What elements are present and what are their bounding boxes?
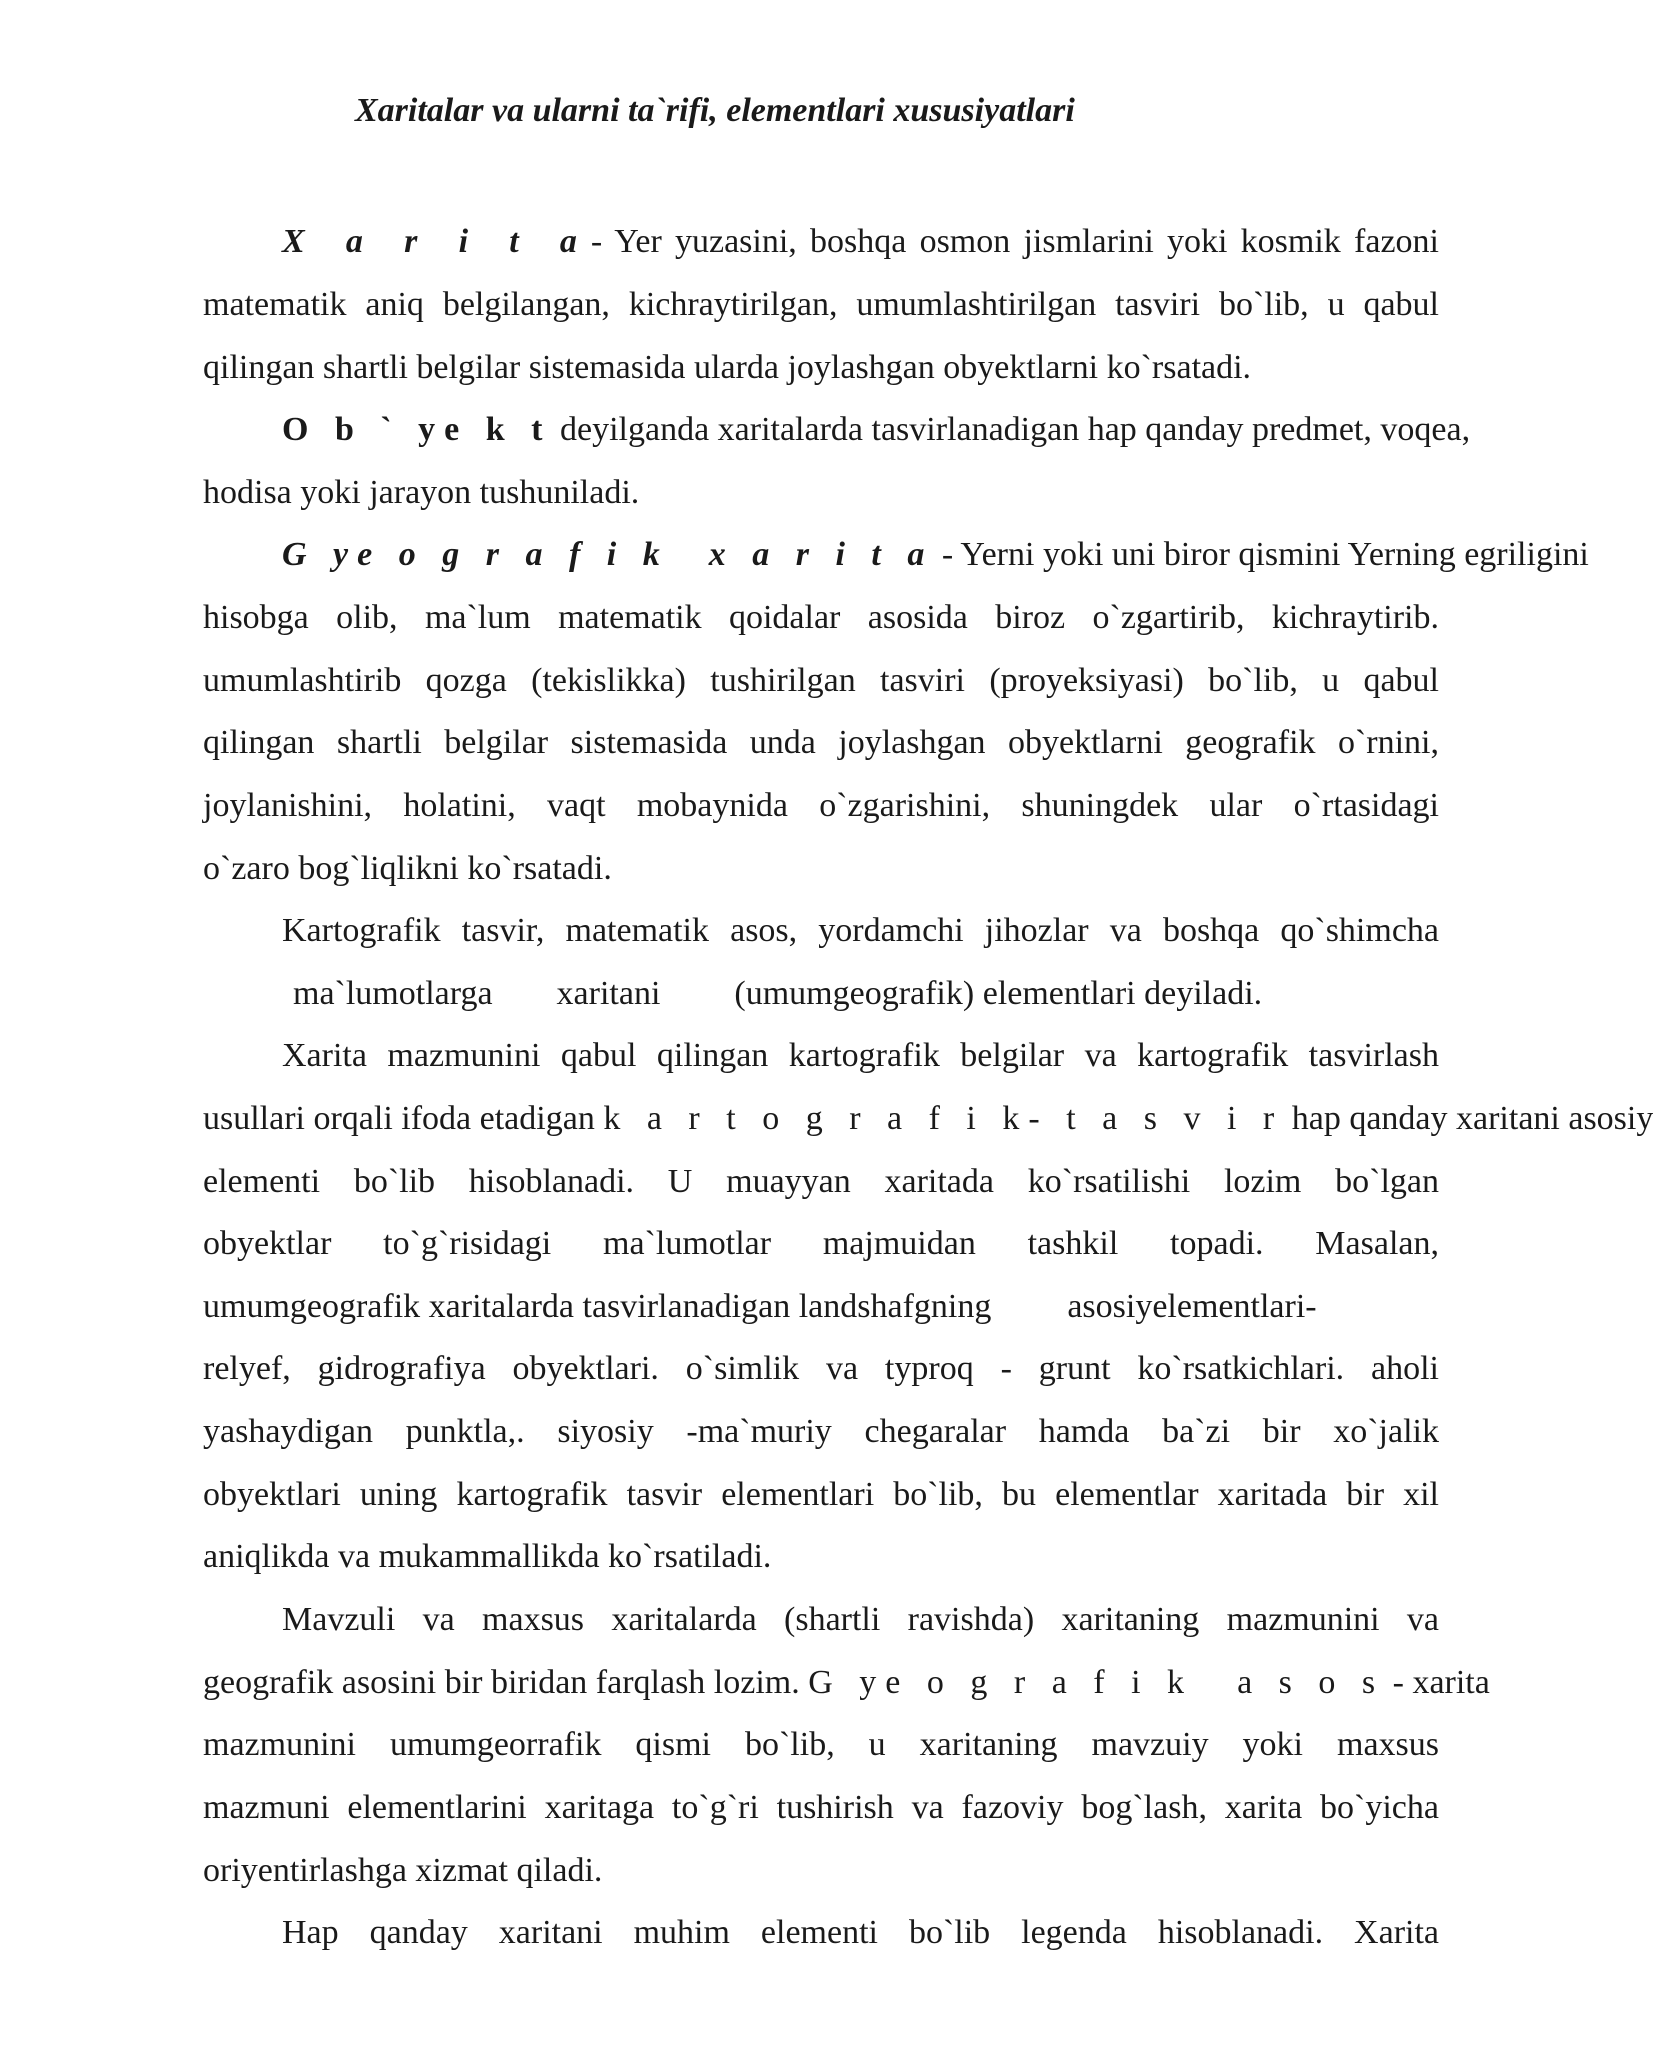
term-kartografik-tasvir: k a r t o g r a f i k- t a s v i r [603,1100,1284,1137]
paragraph-text: hap qanday xaritani asosiy [1283,1100,1653,1137]
term-asos: a s o s [1237,1664,1385,1701]
paragraph-text: - Yerni yoki uni biror qismini Yerning egriligini [933,536,1589,573]
paragraph-7-line-1: Hap qanday xaritani muhim elementi bo`lib legenda hisoblanadi. Xarita [282,1914,1439,1951]
paragraph-text: umumgeografik xaritalarda tasvirlanadigan landshafgning [203,1288,992,1325]
paragraph-6-line-2 [203,1663,1490,1703]
paragraph-text: asosiyelementlari- [1067,1288,1317,1325]
paragraph-3-line-6: o`zaro bog`liqlikni ko`rsatadi. [203,850,612,887]
paragraph-1-line-1 [282,222,1439,262]
paragraph-5-line-7: yashaydigan punktla,. siyosiy -ma`muriy chegaralar hamda ba`zi bir xo`jalik [203,1413,1439,1450]
paragraph-2-line-2: hodisa yoki jarayon tushuniladi. [203,474,640,511]
paragraph-6-line-1: Mavzuli va maxsus xaritalarda (shartli ravishda) xaritaning mazmunini va [282,1601,1439,1638]
term-xarita-2: x a r i t a [708,536,934,573]
paragraph-text: geografik asosini bir biridan farqlash lozim. [203,1664,809,1701]
paragraph-5-line-3: elementi bo`lib hisoblanadi. U muayyan xaritada ko`rsatilishi lozim bo`lgan [203,1163,1439,1200]
paragraph-3-line-1 [282,535,1589,575]
paragraph-5-line-5 [203,1287,1439,1327]
paragraph-6-line-3: mazmunini umumgeorrafik qismi bo`lib, u xaritaning mavzuiy yoki maxsus [203,1726,1439,1763]
paragraph-3-line-3: umumlashtirib qozga (tekislikka) tushirilgan tasviri (proyeksiyasi) bo`lib, u qabul [203,662,1439,699]
paragraph-text: - Yer yuzasini, boshqa osmon jismlarini yoki kosmik fazoni [590,223,1439,260]
term-xarita: X a r i t a [282,223,591,260]
paragraph-5-line-4: obyektlar to`g`risidagi ma`lumotlar majmuidan tashkil topadi. Masalan, [203,1225,1439,1262]
paragraph-5-line-6: relyef, gidrografiya obyektlari. o`simlik va typroq - grunt ko`rsatkichlari. aholi [203,1350,1439,1387]
paragraph-5-line-9: aniqlikda va mukammallikda ko`rsatiladi. [203,1538,772,1575]
paragraph-3-line-4: qilingan shartli belgilar sistemasida unda joylashgan obyektlarni geografik o`rnini, [203,724,1439,761]
page-title: Xaritalar va ularni ta`rifi, elementlari xususiyatlari [355,92,1075,129]
paragraph-2-line-1 [282,410,1471,450]
paragraph-3-line-2: hisobga olib, ma`lum matematik qoidalar asosida biroz o`zgartirib, kichraytirib. [203,599,1439,636]
paragraph-text: deyilganda xaritalarda tasvirlanadigan hap qanday predmet, voqea, [551,411,1471,448]
paragraph-text: ma`lumotlarga [293,975,493,1012]
paragraph-5-line-2 [203,1099,1653,1139]
paragraph-6-line-5: oriyentirlashga xizmat qiladi. [203,1852,603,1889]
paragraph-4-line-2 [293,974,1313,1014]
paragraph-1-line-2: matematik aniq belgilangan, kichraytirilgan, umumlashtirilgan tasviri bo`lib, u qabul [203,286,1439,323]
term-geografik: G ye o g r a f i k [282,536,669,573]
paragraph-5-line-8: obyektlari uning kartografik tasvir elementlari bo`lib, bu elementlar xaritada bir xil [203,1476,1439,1513]
paragraph-text: (umumgeografik) elementlari deyiladi. [734,975,1263,1012]
paragraph-text: - xarita [1384,1664,1490,1701]
paragraph-text: xaritani [556,975,661,1012]
term-obyekt: O b ` ye k t [282,411,552,448]
paragraph-4-line-1: Kartografik tasvir, matematik asos, yordamchi jihozlar va boshqa qo`shimcha [282,912,1439,949]
paragraph-5-line-1: Xarita mazmunini qabul qilingan kartografik belgilar va kartografik tasvirlash [282,1037,1439,1074]
paragraph-3-line-5: joylanishini, holatini, vaqt mobaynida o`zgarishini, shuningdek ular o`rtasidagi [203,787,1439,824]
paragraph-6-line-4: mazmuni elementlarini xaritaga to`g`ri tushirish va fazoviy bog`lash, xarita bo`yicha [203,1789,1439,1826]
paragraph-1-line-3: qilingan shartli belgilar sistemasida ularda joylashgan obyektlarni ko`rsatadi. [203,349,1252,386]
term-geografik-asos: G ye o g r a f i k [808,1664,1194,1701]
paragraph-text: usullari orqali ifoda etadigan [203,1100,604,1137]
